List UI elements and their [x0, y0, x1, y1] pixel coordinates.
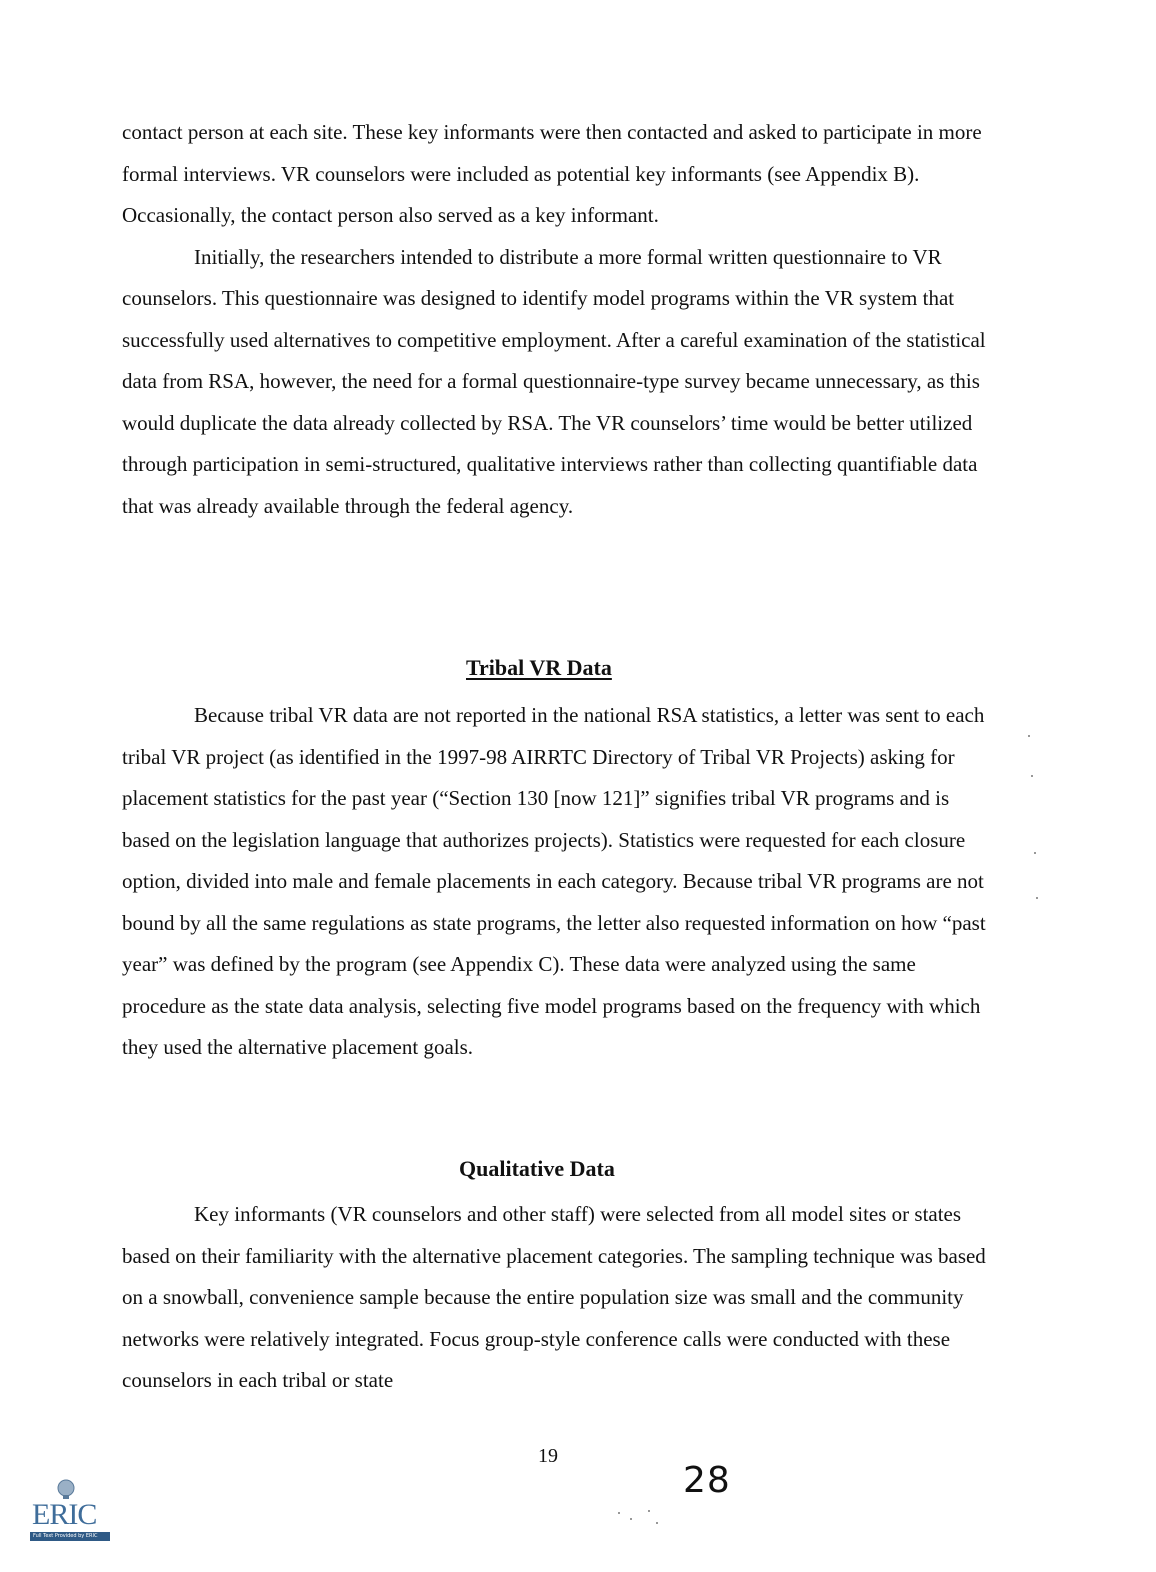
heading-tribal-vr-data: Tribal VR Data — [466, 655, 612, 680]
eric-logo — [30, 1478, 110, 1542]
scan-speck — [1028, 735, 1030, 737]
eric-logo-word: ERIC — [32, 1498, 97, 1531]
paragraph-initial-plan: Initially, the researchers intended to distribute a more formal written questionnaire to VR counselors. This questionnaire was designed to identify model programs within the VR system that successfully used alternatives to competitive employment. After a careful examination of the statistical data from RSA, however, the need for a formal questionnaire-type survey became unnecessary, as this would duplicate the data already collected by RSA. The VR counselors’ time would be better utilized through participation in semi-structured, qualitative interviews rather than collecting quantifiable data that was already available through the federal agency. — [122, 244, 986, 518]
scan-speck — [656, 1522, 658, 1524]
heading-qualitative-data: Qualitative Data — [459, 1156, 615, 1181]
scan-speck — [1034, 852, 1036, 854]
qualitative-section-text — [122, 1194, 992, 1402]
scan-speck — [618, 1512, 620, 1514]
paragraph-continuation: contact person at each site. These key informants were then contacted and asked to participate in more formal interviews. VR counselors were included as potential key informants (see Appendix B). Occasionally, the contact person also served as a key informant. — [122, 120, 982, 227]
scan-speck — [630, 1518, 632, 1520]
intro-text — [122, 112, 992, 527]
paragraph-tribal-vr: Because tribal VR data are not reported in the national RSA statistics, a letter was sent to each tribal VR project (as identified in the 1997-98 AIRRTC Directory of Tribal VR Projects) asking for placement statistics for the past year (“Section 130 [now 121]” signifies tribal VR programs and is based on the legislation language that authorizes projects). Statistics were requested for each closure option, divided into male and female placements in each category. Because tribal VR programs are not bound by all the same regulations as state programs, the letter also requested information on how “past year” was defined by the program (see Appendix C). These data were analyzed using the same procedure as the state data analysis, selecting five model programs based on the frequency with which they used the alternative placement goals. — [122, 703, 986, 1059]
eric-lamp-icon — [56, 1478, 76, 1500]
paragraph-qualitative: Key informants (VR counselors and other staff) were selected from all model sites or states based on their familiarity with the alternative placement categories. The sampling technique was based on a snowball, convenience sample because the entire population size was small and the community networks were relatively integrated. Focus group-style conference calls were conducted with these counselors in each tribal or state — [122, 1202, 986, 1392]
scan-speck — [1031, 775, 1033, 777]
stamp-number: 28 — [683, 1460, 731, 1501]
page-number: 19 — [538, 1445, 558, 1467]
tribal-section-text — [122, 695, 992, 1069]
eric-logo-subtext: Full Text Provided by ERIC — [30, 1532, 110, 1541]
scan-speck — [648, 1510, 650, 1512]
scan-speck — [1036, 897, 1038, 899]
